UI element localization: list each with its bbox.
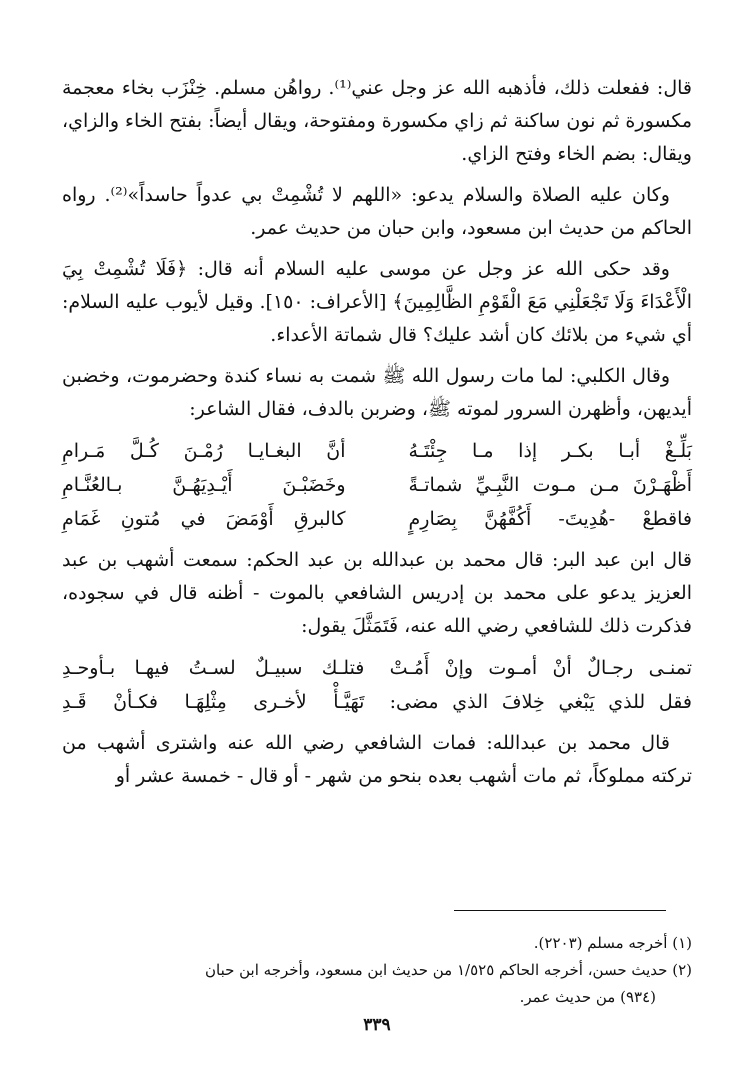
verse-second-hemistich: كالبرقِ أَوْمَضَ في مُتونِ غَمَامِ [62,508,346,530]
paragraph-4: وقال الكلبي: لما مات رسول الله ﷺ شمت به نساء كندة وحضرموت، وخضبن أيديهن، وأظهرن السرور لموته ﷺ، وضربن بالدف، فقال الشاعر: [62,365,692,420]
footnote-number: (٢) [672,961,692,979]
paragraph-3: وقد حكى الله عز وجل عن موسى عليه السلام أنه قال: ﴿فَلَا تُشْمِتْ بِيَ الْأَعْدَاءَ وَلَا تَجْعَلْنِي مَعَ الْقَوْمِ الظَّالِمِينَ﴾ [الأعراف: ١٥٠]. وقيل لأيوب عليه السلام: أي شيء من بلائك كان أشد عليك؟ قال شماتة الأعداء. [62,258,692,346]
footnote-text: حديث حسن، أخرجه الحاكم ١/٥٢٥ من حديث ابن مسعود، وأخرجه ابن حبان [204,961,668,979]
poem-block-1 [62,434,692,536]
poem-verse [62,434,692,468]
footnote-text: أخرجه مسلم (٢٢٠٣). [533,934,668,952]
verse-second-hemistich: أنَّ البغـايـا رُمْـنَ كُـلَّ مَـرامِ [62,440,346,462]
paragraph-2: وكان عليه الصلاة والسلام يدعو: «اللهم لا تُشْمِتْ بي عدواً حاسداً»⁽²⁾. رواه الحاكم من حديث ابن مسعود، وابن حبان من حديث عمر. [62,184,692,239]
footnote-separator [454,910,666,911]
poem-verse [62,651,692,685]
page-number: ٣٣٩ [363,1015,391,1035]
verse-first-hemistich: فاقطعْ -هُدِيتَ- أَكُفَّهُنَّ بِصَارِمٍ [408,508,692,530]
footnote-1 [62,930,692,957]
footnote-continuation: (٩٣٤) من حديث عمر. [519,988,656,1006]
verse-second-hemistich: فتلـك سبيـلٌ لسـتُ فيهـا بـأوحـدِ [62,657,365,679]
poem-verse [62,502,692,536]
footnote-number: (١) [672,934,692,952]
verse-first-hemistich: فقل للذي يَبْغي خِلافَ الذي مضى: [389,691,692,713]
verse-first-hemistich: تمنـى رجـالٌ أنْ أمـوت وإنْ أَمُـتْ [389,657,692,679]
verse-first-hemistich: بَلِّـغْ أبـا بكـر إذا مـا جِئْتَـهُ [408,440,692,462]
poem-block-2 [62,651,692,719]
poem-verse [62,468,692,502]
paragraph-5: قال ابن عبد البر: قال محمد بن عبدالله بن عبد الحكم: سمعت أشهب بن عبد العزيز يدعو على محمد بن إدريس الشافعي بالموت - أظنه قال في سجوده، فذكرت ذلك للشافعي رضي الله عنه، فَتَمَثَّلَ يقول: [62,549,692,637]
paragraph-1: قال: ففعلت ذلك، فأذهبه الله عز وجل عني⁽¹⁾. رواهُن مسلم. خِنْزَب بخاء معجمة مكسورة ثم نون ساكنة ثم زاي مكسورة ومفتوحة، ويقال أيضاً: بفتح الخاء والزاي، ويقال: بضم الخاء وفتح الزاي. [62,77,692,165]
verse-second-hemistich: تَهَيَّـأْ لأخـرى مِثْلِهَـا فكـأنْ قَـدِ [62,691,365,713]
verse-second-hemistich: وخَضَبْـنَ أَيْـدِيَهُـنَّ بـالعُنَّـامِ [62,474,346,496]
footnote-2 [62,957,692,1011]
footnotes [62,930,692,1011]
poem-verse [62,685,692,719]
paragraph-6: قال محمد بن عبدالله: فمات الشافعي رضي الله عنه واشترى أشهب من تركته مملوكاً، ثم مات أشهب بعده بنحو من شهر - أو قال - خمسة عشر أو [62,732,692,787]
verse-first-hemistich: أَظْهَـرْنَ مـن مـوت النَّبِـيِّ شماتـةً [408,474,692,496]
